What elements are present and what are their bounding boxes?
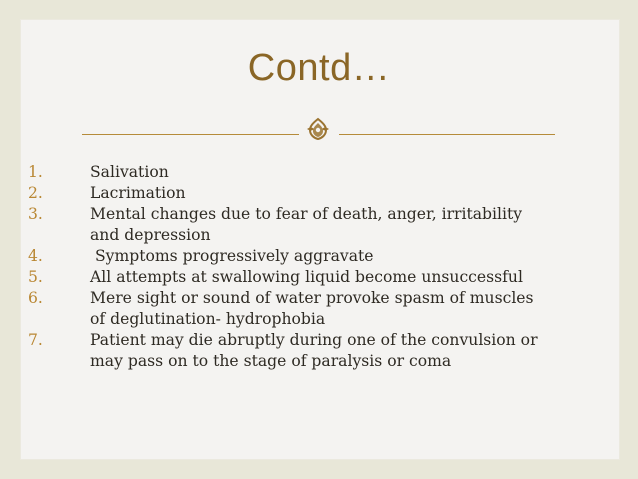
list-item-line: Salivation bbox=[90, 163, 169, 181]
list-item bbox=[28, 204, 588, 246]
list-item bbox=[28, 183, 588, 204]
list-item bbox=[28, 288, 588, 330]
list-item-text bbox=[90, 288, 588, 330]
list-item-line: of deglutination- hydrophobia bbox=[90, 310, 326, 328]
list-item-number: 1. bbox=[28, 163, 43, 181]
list-item-text bbox=[90, 267, 588, 288]
list-item-line: Mere sight or sound of water provoke spasm of muscles bbox=[90, 289, 534, 307]
list-item-number: 3. bbox=[28, 205, 43, 223]
list-item-line: Mental changes due to fear of death, anger, irritability bbox=[90, 205, 523, 223]
list-item-text bbox=[90, 330, 588, 372]
title-divider-right bbox=[339, 134, 555, 135]
list-item-line: Lacrimation bbox=[90, 184, 186, 202]
list-item-number: 6. bbox=[28, 289, 43, 307]
list-item-text bbox=[90, 162, 588, 183]
list-item-line: Patient may die abruptly during one of the convulsion or bbox=[90, 331, 538, 349]
slide-title: Contd… bbox=[247, 47, 391, 89]
symptom-list bbox=[28, 162, 588, 372]
list-item bbox=[28, 267, 588, 288]
list-item-number: 7. bbox=[28, 331, 43, 349]
list-item-line: Symptoms progressively aggravate bbox=[90, 247, 374, 265]
list-item-line: and depression bbox=[90, 226, 211, 244]
list-item-text bbox=[90, 183, 588, 204]
list-item-number: 5. bbox=[28, 268, 43, 286]
list-item-line: All attempts at swallowing liquid become unsuccessful bbox=[90, 268, 523, 286]
list-item bbox=[28, 162, 588, 183]
list-item bbox=[28, 330, 588, 372]
list-item-line: may pass on to the stage of paralysis or coma bbox=[90, 352, 452, 370]
list-item-text bbox=[90, 204, 588, 246]
list-item-text bbox=[90, 246, 588, 267]
list-item-number: 2. bbox=[28, 184, 43, 202]
list-item-number: 4. bbox=[28, 247, 43, 265]
list-item bbox=[28, 246, 588, 267]
title-divider-left bbox=[82, 134, 299, 135]
fleuron-ornament-icon bbox=[303, 116, 333, 142]
